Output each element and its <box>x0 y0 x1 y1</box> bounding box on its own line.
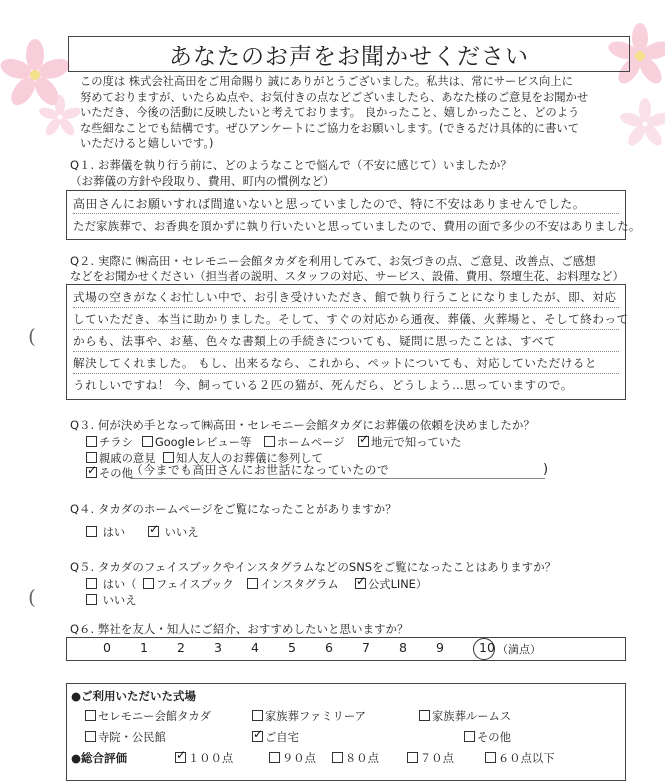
scale-unit: （満点） <box>497 643 541 656</box>
q4-option-no[interactable]: ✓ いいえ <box>148 524 199 540</box>
q3-option-funeral[interactable]: 知人友人のお葬儀に参列して <box>163 450 323 466</box>
q2-sub: などをお聞かせください（担当者の説明、スタッフの対応、サービス、設備、費用、祭壇生花、お料理など） <box>70 270 624 283</box>
rating-70[interactable]: ７０点 <box>407 750 454 766</box>
q3-option-local[interactable]: ✓ 地元で知っていた <box>358 434 461 450</box>
scale-9[interactable]: 9 <box>436 640 444 655</box>
rating-80[interactable]: ８０点 <box>332 750 379 766</box>
q3-other-close-paren: ) <box>543 462 549 477</box>
q3-other-text: （今までも高田さんにお世話になっていたので <box>131 463 390 477</box>
scale-3[interactable]: 3 <box>214 640 222 655</box>
q3-question: Q３. 何が決め手となって㈱高田・セレモニー会館タカダにお葬儀の依頼を決めましたか？ <box>70 418 535 432</box>
scale-5[interactable]: 5 <box>288 640 296 655</box>
q2-answer-line: うれしいですね！ 今、飼っている２匹の猫が、死んだら、どうしよう…思っていますので。 <box>73 378 573 392</box>
q3-option-flyer[interactable]: チラシ <box>86 434 133 450</box>
scale-7[interactable]: 7 <box>362 640 370 655</box>
venue-option-rooms[interactable]: 家族葬ルームス <box>419 708 511 724</box>
q2-answer-line: 式場の空きがなくお忙しい中で、お引き受けいただき、館で執り行うことになりましたが、即、対応 <box>73 290 617 304</box>
rating-90[interactable]: ９０点 <box>269 750 316 766</box>
q3-option-relatives[interactable]: 親戚の意見 <box>86 450 156 466</box>
q4-question: Q４. タカダのホームページをご覧になったことがありますか？ <box>70 502 397 516</box>
binder-hole-icon: ( <box>28 324 36 348</box>
venue-label: ●ご利用いただいた式場 <box>71 689 197 703</box>
scale-6[interactable]: 6 <box>325 640 333 655</box>
footer-box <box>66 683 626 781</box>
q5-question: Q５. タカダのフェイスブックやインスタグラムなどのSNSをご覧になったことはありますか？ <box>70 560 557 574</box>
page-title: あなたのお声をお聞かせください <box>68 36 630 72</box>
q5-option-yes[interactable]: はい（ <box>86 576 137 592</box>
scale-2[interactable]: 2 <box>177 640 185 655</box>
q3-other-underline <box>130 478 545 479</box>
venue-option-ceremony[interactable]: セレモニー会館タカダ <box>85 708 211 724</box>
q1-answer-line: ただ家族葬で、お香典を頂かずに執り行いたいと思っていましたので、費用の面で多少の不安はありました。 <box>73 219 641 233</box>
q4-option-yes[interactable]: はい <box>86 524 125 540</box>
q3-option-other[interactable]: ✓その他 <box>86 465 133 481</box>
recommend-scale[interactable] <box>66 637 626 661</box>
intro-text: この度は 株式会社高田をご用命賜り 誠にありがとうございました。私共は、常にサービス向上に 努めておりますが、いたらぬ点や、お気付きの点などございましたら、あなた様のご意見をお聞かせ いただき、今後の活動に反映したいと考えております。 良かったこと、嬉しかったこと、どのよう な些細なことでも結構です。ぜひアンケートにご協力をお願いします。(できるだけ具体的に書いて いただけると嬉しいです。) <box>80 75 589 151</box>
q6-question: Q６. 弊社を友人・知人にご紹介、おすすめしたいと思いますか？ <box>70 622 409 636</box>
scale-4[interactable]: 4 <box>251 640 259 655</box>
q2-answer-line: からも、法事や、お墓、色々な書類上の手続きについても、疑問に思ったことは、すべて <box>73 334 557 348</box>
scale-0[interactable]: 0 <box>103 640 111 655</box>
rating-60-below[interactable]: ６０点以下 <box>485 750 555 766</box>
q1-answer-line: 高田さんにお願いすれば間違いないと思っていましたので、特に不安はありませんでした。 <box>73 197 586 211</box>
q1-question: Q１. お葬儀を執り行う前に、どのようなことで悩んで（不安に感じて）いましたか？ <box>70 158 512 172</box>
selected-score-circle <box>473 638 495 660</box>
q1-sub: （お葬儀の方針や段取り、費用、町内の慣例など） <box>70 174 335 188</box>
venue-option-temple[interactable]: 寺院・公民館 <box>85 729 166 745</box>
q2-answer-line: 解決してくれました。 もし、出来るなら、これから、ペットについても、対応していただけると <box>73 356 597 370</box>
q2-question: Q２. 実際に ㈱高田・セレモニー会館タカダを利用してみて、お気づきの点、ご意見、改善点、ご感想 <box>70 254 596 268</box>
q2-answer-line: していただき、本当に助かりました。そして、すぐの対応から通夜、葬儀、火葬場と、そして終わって <box>73 312 629 326</box>
rating-100[interactable]: ✓ １００点 <box>175 750 233 766</box>
venue-option-familia[interactable]: 家族葬ファミリーア <box>252 708 366 724</box>
q5-option-line[interactable]: ✓ 公式LINE） <box>355 576 427 592</box>
rating-label: ●総合評価 <box>71 751 128 765</box>
venue-option-other[interactable]: その他 <box>464 729 511 745</box>
q3-option-homepage[interactable]: ホームページ <box>264 434 345 450</box>
binder-hole-icon: ( <box>28 585 36 609</box>
q5-option-no[interactable]: いいえ <box>86 592 137 608</box>
q3-option-google[interactable]: Googleレビュー等 <box>142 434 251 450</box>
scale-8[interactable]: 8 <box>399 640 407 655</box>
q2-answer-box[interactable] <box>66 284 629 400</box>
q5-option-facebook[interactable]: フェイスブック <box>143 576 234 592</box>
q1-answer-box[interactable] <box>66 190 641 240</box>
scale-1[interactable]: 1 <box>140 640 148 655</box>
scale-10[interactable]: 10 <box>479 640 495 655</box>
venue-option-home[interactable]: ✓ ご自宅 <box>252 729 299 745</box>
q5-option-instagram[interactable]: インスタグラム <box>247 576 339 592</box>
